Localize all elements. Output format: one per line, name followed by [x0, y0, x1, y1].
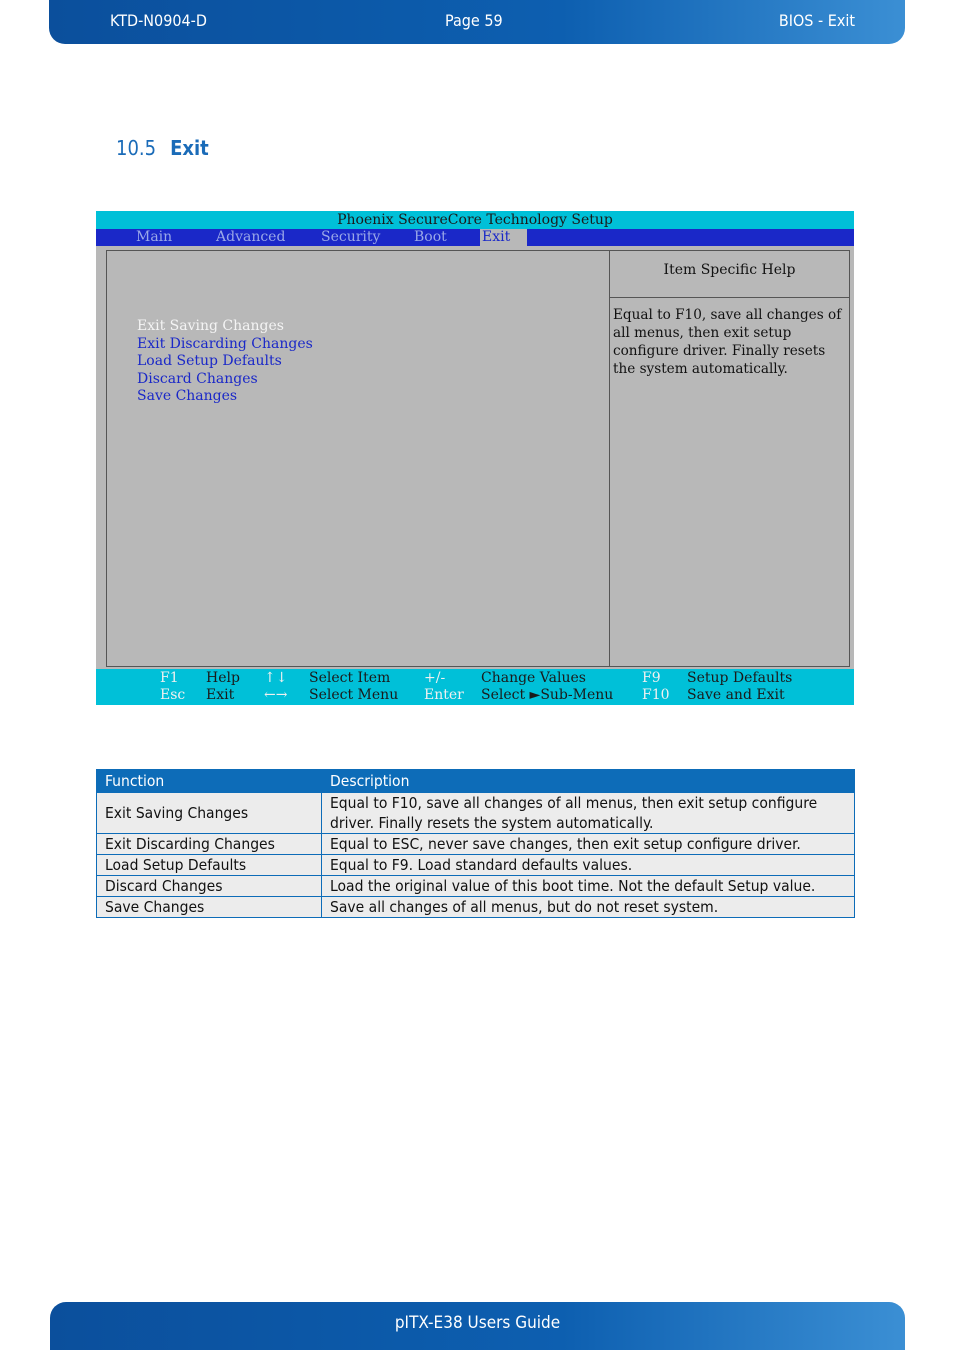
function-cell: Discard Changes	[97, 876, 322, 897]
page-header	[49, 0, 905, 44]
header-section: BIOS - Exit	[778, 11, 855, 30]
column-header-function: Function	[97, 770, 322, 793]
bios-key-legend	[96, 669, 854, 705]
page-footer	[50, 1302, 905, 1350]
footer-title: pITX-E38 Users Guide	[394, 1313, 561, 1333]
bios-tab-main[interactable]: Main	[136, 229, 173, 245]
bios-menu-bar	[96, 229, 854, 246]
bios-option-save-changes[interactable]: Save Changes	[137, 388, 238, 405]
key-esc: Esc	[160, 687, 186, 703]
bios-tab-boot[interactable]: Boot	[414, 229, 447, 245]
key-updown-arrows-icon: ↑↓	[264, 670, 288, 686]
function-cell: Exit Discarding Changes	[97, 834, 322, 855]
bios-option-list	[137, 318, 313, 406]
table-row	[97, 855, 855, 876]
key-leftright-arrows-icon: ←→	[264, 687, 288, 703]
column-header-description: Description	[322, 770, 855, 793]
page-number: Page 59	[445, 11, 503, 30]
help-divider	[610, 297, 849, 298]
section-number: 10.5	[116, 136, 157, 160]
function-cell: Save Changes	[97, 897, 322, 918]
bios-screenshot	[96, 211, 854, 705]
help-text: Equal to F10, save all changes of all menus, then exit setup configure driver. Finally resets the system automatically.	[613, 307, 842, 377]
section-heading	[116, 136, 209, 160]
bios-options-panel	[106, 250, 610, 667]
key-f9-desc: Setup Defaults	[687, 670, 793, 686]
key-updown-desc: Select Item	[309, 670, 391, 686]
bios-option-load-defaults[interactable]: Load Setup Defaults	[137, 353, 282, 370]
section-title: Exit	[170, 136, 209, 160]
key-esc-desc: Exit	[206, 687, 235, 703]
key-leftright-desc: Select Menu	[309, 687, 399, 703]
help-title: Item Specific Help	[663, 262, 796, 278]
description-cell: Save all changes of all menus, but do not reset system.	[322, 897, 855, 918]
function-cell: Load Setup Defaults	[97, 855, 322, 876]
table-header-row	[97, 770, 855, 793]
description-cell: Load the original value of this boot time. Not the default Setup value.	[322, 876, 855, 897]
bios-help-panel	[609, 250, 850, 667]
key-enter: Enter	[424, 687, 464, 703]
function-cell: Exit Saving Changes	[97, 793, 322, 834]
doc-id: KTD-N0904-D	[110, 11, 207, 30]
key-f10-desc: Save and Exit	[687, 687, 785, 703]
table-row	[97, 834, 855, 855]
table-row	[97, 897, 855, 918]
key-enter-desc: Select ►Sub-Menu	[481, 687, 614, 703]
function-table	[96, 769, 855, 918]
key-plusminus: +/-	[424, 670, 446, 686]
bios-tab-exit[interactable]: Exit	[480, 229, 527, 246]
bios-option-discard-changes[interactable]: Discard Changes	[137, 370, 258, 387]
description-cell: Equal to ESC, never save changes, then exit setup configure driver.	[322, 834, 855, 855]
key-plusminus-desc: Change Values	[481, 670, 586, 686]
bios-tab-security[interactable]: Security	[321, 229, 381, 245]
bios-tab-advanced[interactable]: Advanced	[216, 229, 286, 245]
table-row	[97, 876, 855, 897]
bios-option-exit-saving[interactable]: Exit Saving Changes	[137, 318, 284, 334]
bios-title: Phoenix SecureCore Technology Setup	[96, 211, 854, 229]
key-f1: F1	[160, 670, 179, 686]
description-cell: Equal to F10, save all changes of all menus, then exit setup configure driver. Finally resets the system automatically.	[322, 793, 855, 834]
key-f9: F9	[642, 670, 661, 686]
key-f1-desc: Help	[206, 670, 240, 686]
bios-option-exit-discarding[interactable]: Exit Discarding Changes	[137, 335, 313, 352]
table-row	[97, 793, 855, 834]
key-f10: F10	[642, 687, 670, 703]
description-cell: Equal to F9. Load standard defaults values.	[322, 855, 855, 876]
